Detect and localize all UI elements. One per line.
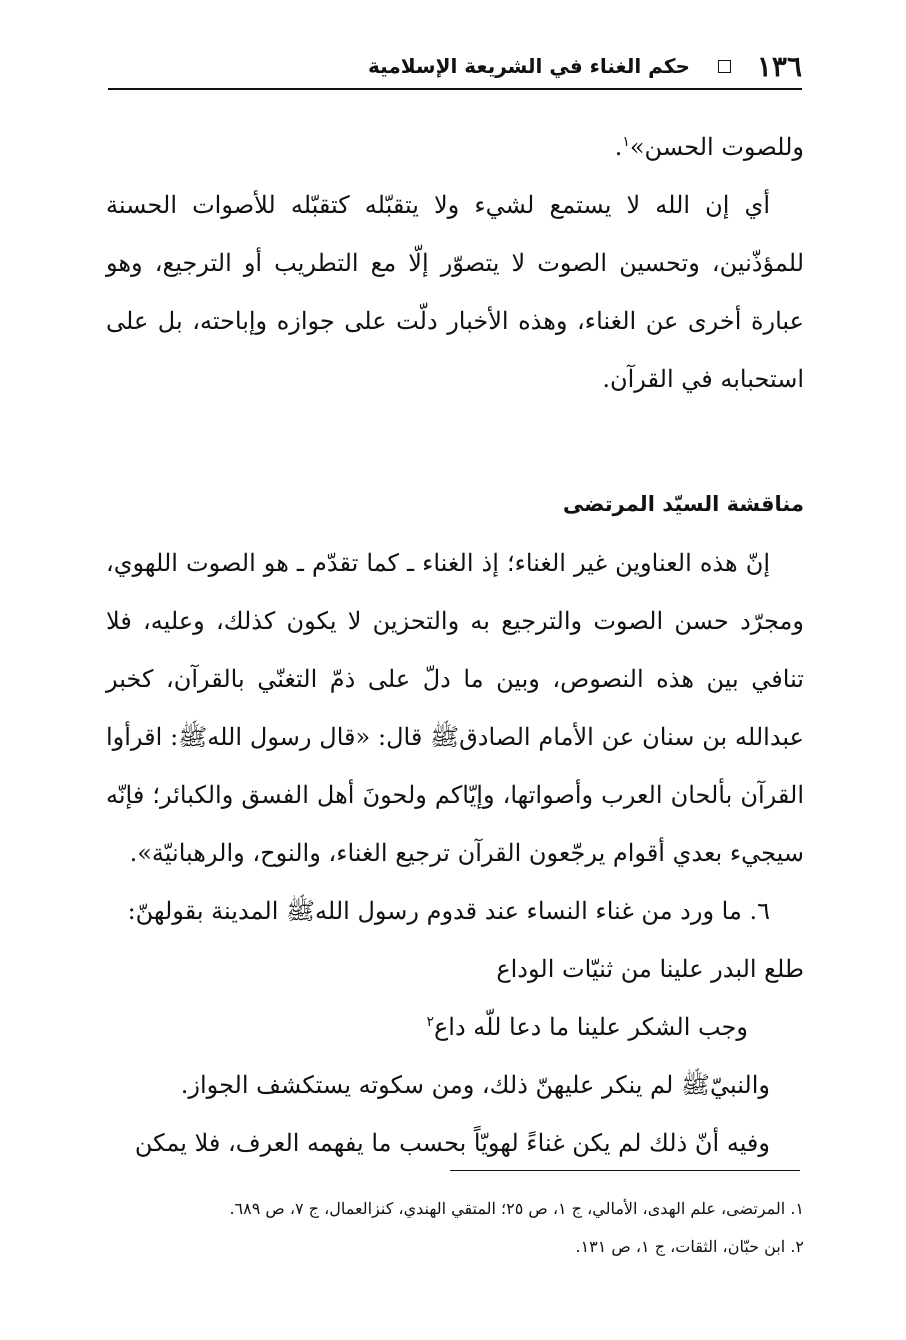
footnote-divider (450, 1170, 800, 1171)
paragraph: إنّ هذه العناوين غير الغناء؛ إذ الغناء ـ كما تقدّم ـ هو الصوت اللهوي، ومجرّد حسن الصوت والترجيع به والتحزين لا يكون كذلك، وعليه، فلا تنافي بين هذه النصوص، وبين ما دلّ على ذمّ التغنّي بالقرآن، كخبر عبدالله بن سنان عن الأمام الصادقﷺ قال: «قال رسول اللهﷺ: اقرأوا القرآن بألحان العرب وأصواتها، وإيّاكم ولحونَ أهل الفسق والكبائر؛ فإنّه سيجيء بعدي أقوام يرجّعون القرآن ترجيع الغناء، والنوح، والرهبانيّة». (106, 549, 804, 867)
section-heading: مناقشة السيّد المرتضى (562, 492, 804, 516)
paragraph-text: وللصوت الحسن» (629, 133, 804, 161)
footnote: ١. المرتضى، علم الهدى، الأمالي، ج ١، ص ٢٥؛ المتقي الهندي، كنزالعمال، ج ٧، ص ٦٨٩. (229, 1199, 804, 1218)
running-title: حكم الغناء في الشريعة الإسلامية (368, 54, 690, 78)
page-body (106, 118, 804, 1172)
period: . (614, 133, 623, 161)
footnotes (106, 1190, 804, 1266)
separator-square-icon (718, 60, 731, 73)
poem-verse: طلع البدر علينا من ثنيّات الوداع (496, 955, 804, 983)
page-number: ١٣٦ (756, 49, 802, 83)
poem-verse (106, 998, 804, 1056)
footnote-marker: ٢ (426, 1014, 434, 1030)
paragraph: وفيه أنّ ذلك لم يكن غناءً لهويّاً بحسب ما يفهمه العرف، فلا يمكن (134, 1129, 770, 1157)
running-header (108, 44, 802, 90)
verse-text: وجب الشكر علينا ما دعا للّه داع (433, 1013, 748, 1041)
paragraph: والنبيّﷺ لم ينكر عليهنّ ذلك، ومن سكوته يستكشف الجواز. (180, 1071, 770, 1099)
footnote-marker: ١ (622, 134, 630, 150)
paragraph: ٦. ما ورد من غناء النساء عند قدوم رسول اللهﷺ المدينة بقولهنّ: (127, 897, 770, 925)
footnote: ٢. ابن حبّان، الثقات، ج ١، ص ١٣١. (575, 1237, 804, 1256)
paragraph: أي إن الله لا يستمع لشيء ولا يتقبّله كتقبّله للأصوات الحسنة للمؤذّنين، وتحسين الصوت لا يتصوّر إلّا مع التطريب أو الترجيع، وهو عبارة أخرى عن الغناء، وهذه الأخبار دلّت على جوازه وإباحته، بل على استحبابه في القرآن. (106, 191, 804, 393)
paragraph-continuation (106, 118, 804, 176)
